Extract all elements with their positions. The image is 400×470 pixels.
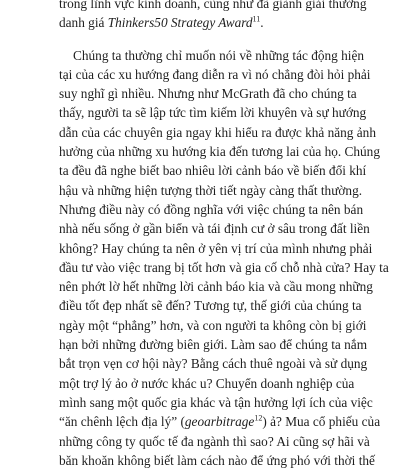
text-line: ngày một “phẳng” hơn, và con người ta không còn bị giới	[59, 317, 367, 333]
text-span: ) ả? Mua cổ phiếu của	[262, 414, 381, 430]
text-line: hậu và những hiện tượng thời tiết ngày càng thất thường.	[59, 182, 363, 198]
italic-term: geoarbitrage	[184, 414, 255, 430]
text-line: bắt trọn vẹn cơ hội này? Bằng cách thuê ngoài và sử dụng	[59, 356, 368, 372]
text-line: thấy, người ta sẽ lập tức tìm kiếm lời khuyên và sự hướng	[59, 105, 367, 121]
text-line	[59, 13, 349, 32]
text-line: nhà nếu sống ở gần biển và tái định cư ở sâu trong đất liền	[59, 221, 370, 237]
text-span: “ăn chênh lệch địa lý” (	[59, 414, 185, 430]
text-line	[59, 412, 381, 431]
paragraph-spacer	[59, 33, 349, 46]
text-line: điều tốt đẹp nhất sẽ đến? Tương tự, thế giới của chúng ta	[59, 298, 362, 314]
text-line: đầu tư vào việc trang bị tốt hơn và gia cố chỗ nhà cửa? Hay ta	[59, 259, 389, 275]
text-line: Nhưng điều này có đồng nghĩa với việc chúng ta nên bán	[59, 201, 364, 217]
text-line: suy nghĩ gì nhiều. Nhưng như McGrath đã cho chúng ta	[59, 86, 357, 102]
text-line: dẫn của các chuyên gia ngay khi hiểu ra được khả năng ảnh	[59, 124, 376, 140]
footnote-ref: 12	[254, 413, 263, 423]
text-line: mình sang một quốc gia khác và tận hưởng lợi ích của việc	[59, 394, 373, 410]
text-span: danh giá	[59, 15, 108, 31]
text-line: nên phớt lờ hết những lời cảnh báo kia và cầu mong những	[59, 279, 373, 295]
text-line: không? Hay chúng ta nên ở yên vị trí của mình nhưng phải	[59, 240, 373, 256]
text-line: trong lĩnh vực kinh doanh, cũng như đã giành giải thưởng	[59, 0, 367, 11]
footnote-ref: 11	[252, 14, 261, 24]
text-line: tại của các xu hướng đang diễn ra vì nó chẳng đòi hỏi phải	[59, 66, 371, 82]
text-line: những công ty quốc tế đa ngành thì sao? Ai cũng sợ hãi và	[59, 433, 370, 449]
text-line: hưởng của những xu hướng kia đến tương lai của họ. Chúng	[59, 144, 380, 160]
body-text	[59, 0, 389, 470]
text-line: hạn bởi những đường biên giới. Làm sao để chúng ta nắm	[59, 337, 368, 353]
text-line: ta đều đã nghe biết bao nhiêu lời cảnh báo về biến đổi khí	[59, 163, 367, 179]
text-line: Chúng ta thường chỉ muốn nói về những tác động hiện	[73, 47, 365, 63]
text-line: băn khoăn không biết làm cách nào để ứng phó với thời thế	[59, 452, 375, 468]
text-line: một trợ lý ảo ở nước khác u? Chuyển doanh nghiệp của	[59, 375, 355, 391]
text-span: .	[260, 15, 264, 31]
award-name: Thinkers50 Strategy Award	[107, 15, 253, 31]
